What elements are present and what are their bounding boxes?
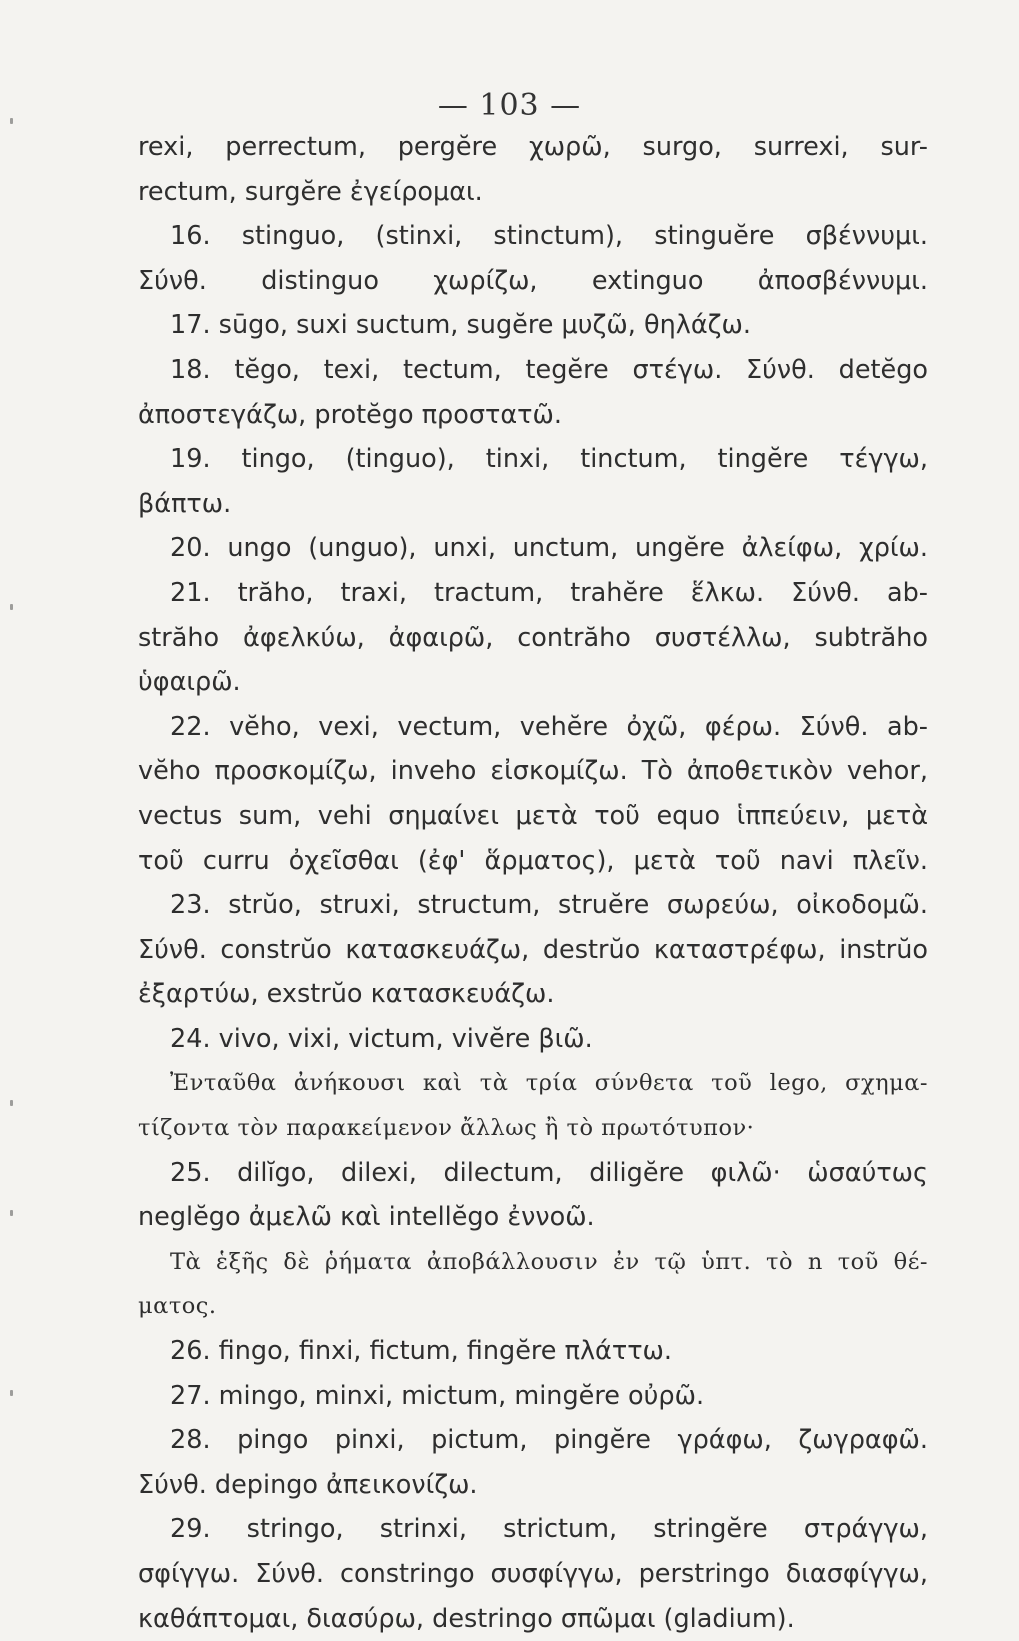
scan-mark: [10, 1390, 13, 1396]
text-line: rectum, surgĕre ἐγείρομαι.: [138, 176, 483, 207]
scan-mark: [10, 118, 13, 124]
text-line: τίζοντα τὸν παρακείμενον ἄλλως ἢ τὸ πρωτότυπον·: [138, 1115, 755, 1142]
text-line: 16. stinguo, (stinxi, stinctum), stinguĕre σβέννυμι.: [170, 221, 928, 252]
text-line: rexi, perrectum, pergĕre χωρῶ, surgo, surrexi, sur-: [138, 132, 928, 162]
page-text: [138, 125, 928, 1641]
text-line: 17. sūgo, suxi suctum, sugĕre μυζῶ, θηλάζω.: [170, 310, 751, 341]
text-line: 24. vivo, vixi, victum, vivĕre βιῶ.: [170, 1023, 593, 1054]
scan-mark: [10, 604, 13, 610]
text-line: vectus sum, vehi σημαίνει μετὰ τοῦ equo ἱππεύειν, μετὰ: [138, 800, 928, 831]
text-line: 21. trăho, traxi, tractum, trahĕre ἕλκω. Σύνθ. ab-: [170, 577, 928, 608]
text-line: 22. vĕho, vexi, vectum, vehĕre ὀχῶ, φέρω. Σύνθ. ab-: [170, 711, 928, 742]
text-line: Σύνθ. distinguo χωρίζω, extinguo ἀποσβέννυμι.: [138, 265, 928, 296]
text-line: ἐξαρτύω, exstrŭo κατασκευάζω.: [138, 979, 555, 1010]
text-line: vĕho προσκομίζω, inveho εἰσκομίζω. Τὸ ἀποθετικὸν vehor,: [138, 756, 928, 787]
text-line: ὑφαιρῶ.: [138, 667, 241, 698]
text-line: 25. dilĭgo, dilexi, dilectum, diligĕre φιλῶ· ὡσαύτως: [170, 1157, 928, 1188]
text-line: neglĕgo ἀμελῶ καὶ intellĕgo ἐννοῶ.: [138, 1202, 595, 1233]
text-line: Τὰ ἑξῆς δὲ ῥήματα ἀποβάλλουσιν ἐν τῷ ὑπτ. τὸ n τοῦ θέ-: [170, 1248, 928, 1275]
text-line: 29. stringo, strinxi, strictum, stringĕre στράγγω,: [170, 1514, 928, 1545]
scan-mark: [10, 1100, 13, 1106]
text-line: 28. pingo pinxi, pictum, pingĕre γράφω, ζωγραφῶ.: [170, 1425, 928, 1456]
text-line: ἀποστεγάζω, protĕgo προστατῶ.: [138, 399, 562, 430]
text-line: βάπτω.: [138, 488, 232, 519]
text-line: καθάπτομαι, διασύρω, destringo σπῶμαι (gladium).: [138, 1603, 795, 1634]
text-line: τοῦ curru ὀχεῖσθαι (ἐφ' ἅρματος), μετὰ τοῦ navi πλεῖν.: [138, 845, 928, 876]
text-line: străho ἀφελκύω, ἀφαιρῶ, contrăho συστέλλω, subtrăho: [138, 622, 928, 653]
scan-mark: [10, 1210, 13, 1216]
text-line: 27. mingo, minxi, mictum, mingĕre οὐρῶ.: [170, 1380, 705, 1411]
text-line: Ἐνταῦθα ἀνήκουσι καὶ τὰ τρία σύνθετα τοῦ lego, σχημα-: [170, 1070, 928, 1097]
text-line: σφίγγω. Σύνθ. constringo συσφίγγω, perstringo διασφίγγω,: [138, 1559, 928, 1589]
text-line: 18. tĕgo, texi, tectum, tegĕre στέγω. Σύνθ. detĕgo: [170, 354, 928, 385]
text-line: 26. fingo, finxi, fictum, fingĕre πλάττω.: [170, 1336, 673, 1367]
text-line: 23. strŭo, struxi, structum, struĕre σωρεύω, οἰκοδομῶ.: [170, 890, 928, 921]
page-number: — 103 —: [437, 88, 582, 123]
text-line: Σύνθ. depingo ἀπεικονίζω.: [138, 1469, 478, 1500]
text-line: 19. tingo, (tinguo), tinxi, tinctum, tingĕre τέγγω,: [170, 444, 928, 475]
text-line: ματος.: [138, 1293, 217, 1320]
text-line: 20. ungo (unguo), unxi, unctum, ungĕre ἀλείφω, χρίω.: [170, 533, 928, 564]
text-line: Σύνθ. constrŭo κατασκευάζω, destrŭo καταστρέφω, instrŭo: [138, 934, 928, 965]
